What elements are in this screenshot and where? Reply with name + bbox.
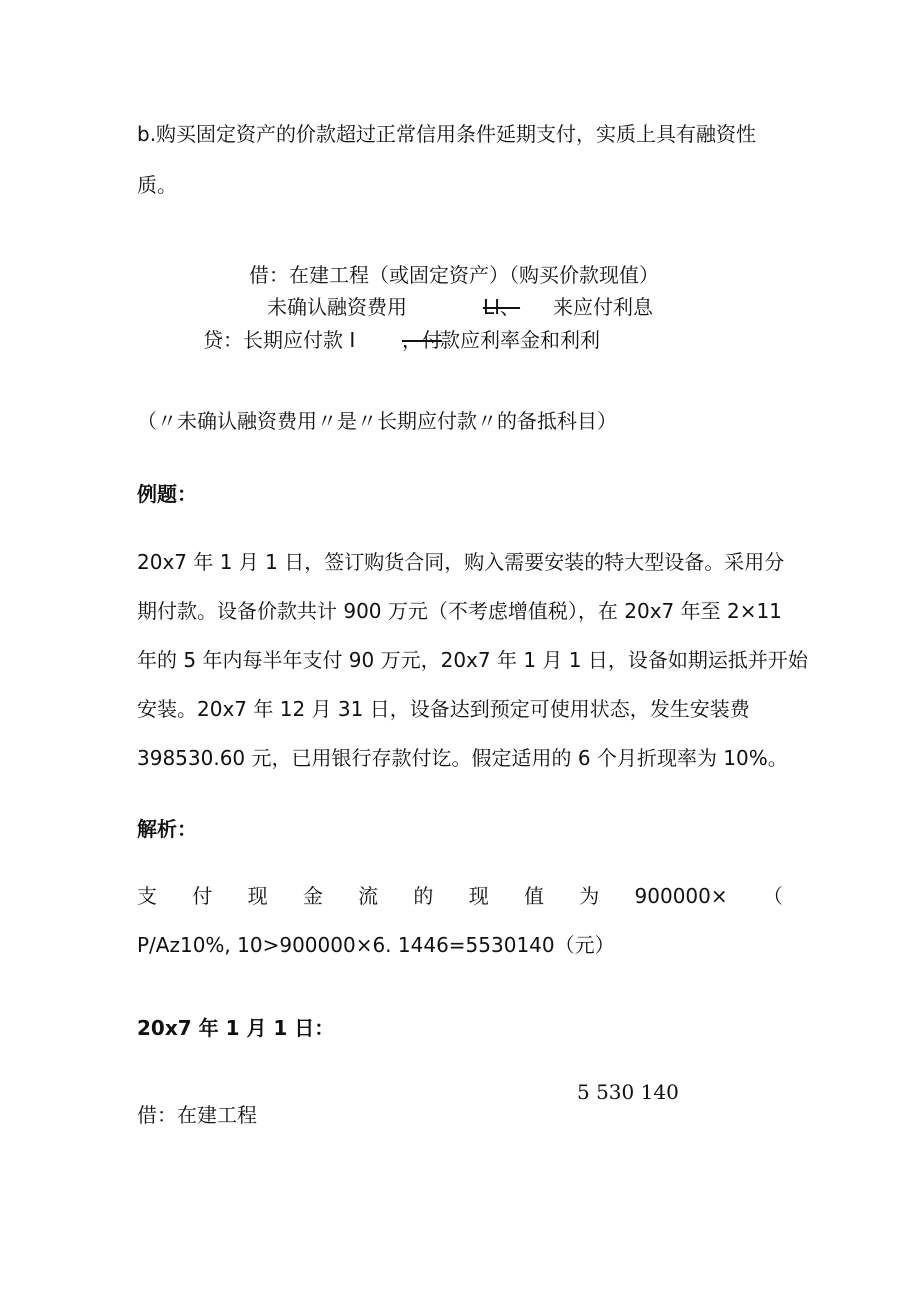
entry-debit-line: 借：在建工程 <box>137 1103 257 1127</box>
journal-unrecognized-fee: 未确认融资费用 <box>267 295 407 319</box>
example-paragraph-line: 398530.60 元，已用银行存款付讫。假定适用的 6 个月折现率为 10%。 <box>137 746 788 770</box>
analysis-line1 <box>137 882 783 910</box>
journal-credit-line: 贷：长期应付款 I <box>203 328 356 352</box>
analysis-heading: 解析： <box>137 817 197 841</box>
analysis-word: 金 <box>302 884 323 908</box>
section-b-line1: b.购买固定资产的价款超过正常信用条件延期支付，实质上具有融资性 <box>137 122 757 146</box>
analysis-word: 900000× <box>634 884 728 908</box>
analysis-word: 现 <box>468 884 489 908</box>
journal-future-interest: 来应付利息 <box>553 295 653 319</box>
analysis-word: 为 <box>579 884 600 908</box>
journal-struck-mark: LI、 <box>483 295 521 319</box>
example-heading: 例题： <box>137 482 197 506</box>
analysis-word: 值 <box>523 884 544 908</box>
entry-date-heading: 20x7 年 1 月 1 日： <box>137 1016 335 1040</box>
section-b-line2: 质。 <box>137 173 177 197</box>
analysis-word: 的 <box>413 884 434 908</box>
analysis-word: 支 <box>137 884 157 908</box>
example-paragraph-line: 期付款。设备价款共计 900 万元（不考虑增值税），在 20x7 年至 2×11 <box>137 599 782 623</box>
example-paragraph-line: 安装。20x7 年 12 月 31 日，设备达到预定可使用状态，发生安装费 <box>137 697 750 721</box>
contra-account-note: （〃未确认融资费用〃是〃长期应付款〃的备抵科目） <box>137 409 617 433</box>
analysis-word: 付 <box>192 884 213 908</box>
example-paragraph-line: 20x7 年 1 月 1 日，签订购货合同，购入需要安装的特大型设备。采用分 <box>137 550 785 574</box>
analysis-line2: P/Az10%, 10>900000×6. 1446=5530140（元） <box>137 933 615 957</box>
analysis-word: 流 <box>358 884 379 908</box>
journal-debit-line: 借：在建工程（或固定资产）（购买价款现值） <box>249 263 659 287</box>
analysis-word: 现 <box>247 884 268 908</box>
journal-credit-note: 款应利率金和利利 <box>440 328 600 352</box>
analysis-word: （ <box>762 884 783 908</box>
example-paragraph-line: 年的 5 年内每半年支付 90 万元，20x7 年 1 月 1 日，设备如期运抵并开始 <box>137 648 808 672</box>
entry-amount: 5 530 140 <box>577 1080 679 1104</box>
journal-struck-mark-2: ，付 <box>402 328 442 352</box>
